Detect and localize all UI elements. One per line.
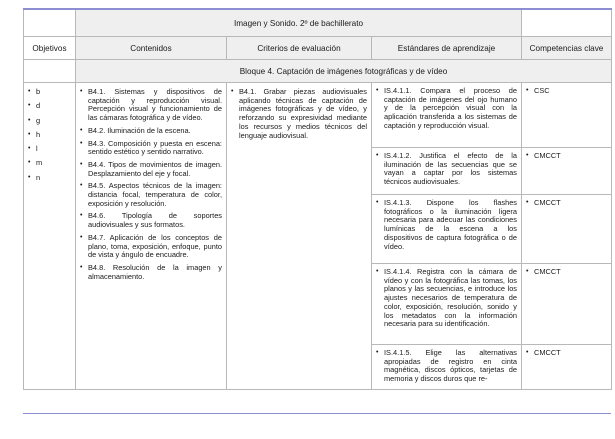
title-row	[24, 9, 612, 37]
column-header-row	[24, 37, 612, 60]
bloque-row	[24, 60, 612, 83]
competencia-item: • CMCCT	[526, 268, 607, 277]
contenido-item: • B4.6. Tipología de soportes audiovisuales y sus formatos.	[80, 212, 222, 229]
header-objetivos: Objetivos	[24, 37, 76, 60]
estandar-item: • IS.4.1.3. Dispone los flashes fotográficos o la iluminación ligera necesaria para adecuar las condiciones lumínicas de la escena a los dispositivos de captura fotográfica o de vídeo.	[376, 199, 517, 251]
criterios-cell	[227, 83, 372, 390]
estandar-item: • IS.4.1.1. Compara el proceso de captación de imágenes del ojo humano y de la percepción visual con la aplicación transferida a los sistemas de captación y reproducción visual.	[376, 87, 517, 131]
table-title: Imagen y Sonido. 2º de bachillerato	[76, 9, 522, 37]
estandar-cell	[372, 264, 522, 345]
contenido-item: • B4.3. Composición y puesta en escena: sentido estético y sentido narrativo.	[80, 140, 222, 157]
competencia-item: • CMCCT	[526, 152, 607, 161]
estandar-item: • IS.4.1.2. Justifica el efecto de la iluminación de las secuencias que se vayan a captar por los sistemas técnicos audiovisuales.	[376, 152, 517, 187]
header-estandares: Estándares de aprendizaje	[372, 37, 522, 60]
competencia-cell	[522, 345, 612, 390]
estandar-cell	[372, 345, 522, 390]
header-competencias: Competencias clave	[522, 37, 612, 60]
objetivo-item: • b	[28, 88, 71, 97]
curriculum-table	[23, 8, 611, 390]
competencia-cell	[522, 83, 612, 148]
bloque-title: Bloque 4. Captación de imágenes fotográficas y de vídeo	[76, 60, 612, 83]
contenidos-cell	[76, 83, 227, 390]
estandar-cell	[372, 148, 522, 195]
estandar-cell	[372, 83, 522, 148]
objetivo-item: • g	[28, 117, 71, 126]
table-bottom-border	[23, 413, 611, 414]
objetivos-cell	[24, 83, 76, 390]
objetivo-item: • l	[28, 145, 71, 154]
bloque-blank-cell	[24, 60, 76, 83]
header-contenidos: Contenidos	[76, 37, 227, 60]
competencia-item: • CSC	[526, 87, 607, 96]
objetivo-item: • h	[28, 131, 71, 140]
estandar-cell	[372, 195, 522, 264]
table-row	[24, 83, 612, 148]
estandar-item: • IS.4.1.5. Elige las alternativas apropiadas de registro en cinta magnética, discos ópticos, tarjetas de memoria y discos duros que re-	[376, 349, 517, 384]
title-blank-cell	[24, 9, 76, 37]
contenido-item: • B4.2. Iluminación de la escena.	[80, 127, 222, 136]
title-blank-cell	[522, 9, 612, 37]
estandar-item: • IS.4.1.4. Registra con la cámara de vídeo y con la fotográfica las tomas, los planos y las secuencias, e introduce los ajustes necesarios de temperatura de color, exposición, resolución, sonido y los metadatos con la información necesaria para su identificación.	[376, 268, 517, 329]
objetivo-item: • d	[28, 102, 71, 111]
contenido-item: • B4.7. Aplicación de los conceptos de plano, toma, exposición, enfoque, punto de vista y ángulo de encuadre.	[80, 234, 222, 260]
competencia-item: • CMCCT	[526, 349, 607, 358]
contenido-item: • B4.4. Tipos de movimientos de imagen. Desplazamiento del eje y focal.	[80, 161, 222, 178]
header-criterios: Criterios de evaluación	[227, 37, 372, 60]
competencia-cell	[522, 195, 612, 264]
contenido-item: • B4.1. Sistemas y dispositivos de captación y reproducción visual. Percepción visual y funcionamiento de las cámaras fotográfica y de vídeo.	[80, 88, 222, 123]
competencia-item: • CMCCT	[526, 199, 607, 208]
contenido-item: • B4.8. Resolución de la imagen y almacenamiento.	[80, 264, 222, 281]
criterio-item: • B4.1. Grabar piezas audiovisuales aplicando técnicas de captación de imágenes fotográficas y de vídeo, y reforzando su expresividad mediante los recursos y medios técnicos del lenguaje audiovisual.	[231, 88, 367, 140]
objetivo-item: • n	[28, 174, 71, 183]
competencia-cell	[522, 264, 612, 345]
contenido-item: • B4.5. Aspectos técnicos de la imagen: distancia focal, temperatura de color, exposición y resolución.	[80, 182, 222, 208]
objetivo-item: • m	[28, 159, 71, 168]
competencia-cell	[522, 148, 612, 195]
